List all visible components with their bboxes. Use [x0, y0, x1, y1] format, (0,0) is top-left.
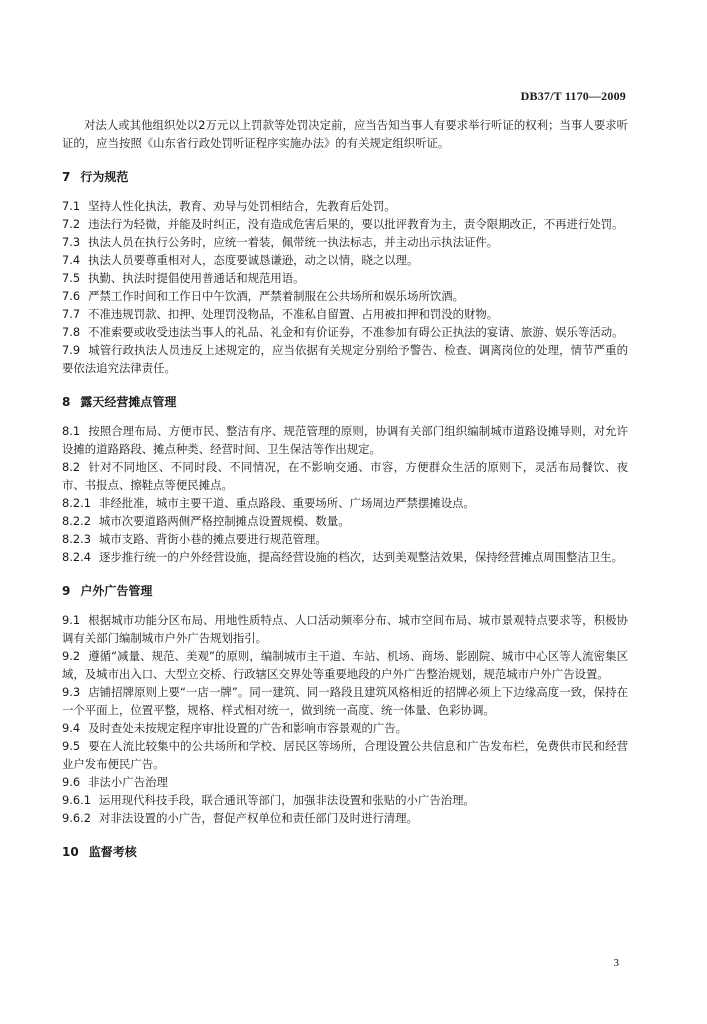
clause-text: 执法人员要尊重相对人，态度要诚恳谦逊，动之以情，晓之以理。 — [88, 253, 419, 267]
clause-text: 执法人员在执行公务时，应统一着装，佩带统一执法标志，并主动出示执法证件。 — [88, 235, 499, 249]
clause-text: 按照合理布局、方便市民、整洁有序、规范管理的原则，协调有关部门组织编制城市道路设摊导则，对允许设摊的道路路段、摊点种类、经营时间、卫生保洁等作出规定。 — [62, 424, 628, 456]
document-body — [62, 116, 628, 861]
clause-number: 8.2.2 — [62, 514, 91, 528]
clause-text: 运用现代科技手段，联合通讯等部门，加强非法设置和张贴的小广告治理。 — [98, 793, 475, 807]
clause-text: 逐步推行统一的户外经营设施，提高经营设施的档次，达到美观整洁效果，保持经营摊点周围整洁卫生。 — [98, 550, 623, 564]
clause-8-2-2 — [62, 512, 628, 530]
clause-7-3 — [62, 233, 628, 251]
clause-7-6 — [62, 287, 628, 305]
clause-9-6 — [62, 773, 628, 791]
clause-text: 遵循“减量、规范、美观”的原则，编制城市主干道、车站、机场、商场、影剧院、城市中心区等人流密集区域，及城市出入口、大型立交桥、行政辖区交界处等重要地段的户外广告整治规划，规范城市户外广告设置。 — [62, 649, 628, 681]
page-number: 3 — [613, 957, 619, 969]
clause-text: 非经批准，城市主要干道、重点路段、重要场所、广场周边严禁摆摊设点。 — [98, 496, 475, 510]
clause-number: 7.9 — [62, 343, 81, 357]
clause-number: 9.4 — [62, 721, 81, 735]
clause-9-6-1 — [62, 791, 628, 809]
clause-text: 要在人流比较集中的公共场所和学校、居民区等场所，合理设置公共信息和广告发布栏，免费供市民和经营业户发布便民广告。 — [62, 739, 628, 771]
clause-text: 不准违规罚款、扣押、处理罚没物品，不准私自留置、占用被扣押和罚没的财物。 — [88, 307, 499, 321]
section-title: 户外广告管理 — [80, 584, 153, 598]
clause-number: 9.2 — [62, 649, 81, 663]
clause-text: 违法行为轻微，并能及时纠正，没有造成危害后果的，要以批评教育为主，责令限期改正，不再进行处罚。 — [88, 217, 624, 231]
clause-text: 对非法设置的小广告，督促产权单位和责任部门及时进行清理。 — [98, 811, 418, 825]
clause-number: 7.2 — [62, 217, 81, 231]
section-heading-7 — [62, 168, 628, 186]
section-number: 7 — [62, 170, 71, 184]
clause-8-2-3 — [62, 530, 628, 548]
section-title: 行为规范 — [80, 170, 129, 184]
clause-7-2 — [62, 215, 628, 233]
clause-number: 8.2.3 — [62, 532, 91, 546]
section-heading-8 — [62, 393, 628, 411]
clause-number: 9.3 — [62, 685, 81, 699]
clause-text: 针对不同地区、不同时段、不同情况，在不影响交通、市容，方便群众生活的原则下，灵活布局餐饮、夜市、书报点、擦鞋点等便民摊点。 — [62, 460, 628, 492]
clause-text: 执勤、执法时提倡使用普通话和规范用语。 — [88, 271, 305, 285]
section-number: 10 — [62, 845, 79, 859]
clause-number: 7.1 — [62, 199, 81, 213]
clause-number: 7.3 — [62, 235, 81, 249]
section-title: 露天经营摊点管理 — [80, 395, 177, 409]
clause-9-6-2 — [62, 809, 628, 827]
clause-number: 9.6.1 — [62, 793, 91, 807]
clause-9-4 — [62, 719, 628, 737]
clause-7-4 — [62, 251, 628, 269]
clause-number: 8.2.1 — [62, 496, 91, 510]
section-number: 8 — [62, 395, 71, 409]
clause-text: 城管行政执法人员违反上述规定的，应当依据有关规定分别给予警告、检查、调离岗位的处理，情节严重的要依法追究法律责任。 — [62, 343, 628, 375]
clause-number: 7.7 — [62, 307, 81, 321]
clause-number: 7.5 — [62, 271, 81, 285]
document-code: DB37/T 1170—2009 — [520, 89, 626, 103]
clause-9-1 — [62, 611, 628, 647]
clause-text: 严禁工作时间和工作日中午饮酒，严禁着制服在公共场所和娱乐场所饮酒。 — [88, 289, 465, 303]
clause-number: 8.2 — [62, 460, 81, 474]
clause-text: 非法小广告治理 — [88, 775, 168, 789]
clause-number: 9.6.2 — [62, 811, 91, 825]
section-title: 监督考核 — [88, 845, 137, 859]
clause-8-2-4 — [62, 548, 628, 566]
clause-number: 9.6 — [62, 775, 81, 789]
clause-9-5 — [62, 737, 628, 773]
clause-text: 城市支路、背街小巷的摊点要进行规范管理。 — [98, 532, 327, 546]
clause-number: 9.1 — [62, 613, 81, 627]
clause-7-1 — [62, 197, 628, 215]
section-number: 9 — [62, 584, 71, 598]
clause-9-3 — [62, 683, 628, 719]
clause-number: 7.6 — [62, 289, 81, 303]
clause-8-1 — [62, 422, 628, 458]
clause-number: 7.4 — [62, 253, 81, 267]
clause-text: 及时查处未按规定程序审批设置的广告和影响市容景观的广告。 — [88, 721, 408, 735]
clause-8-2 — [62, 458, 628, 494]
clause-7-9 — [62, 341, 628, 377]
clause-text: 城市次要道路两侧严格控制摊点设置规模、数量。 — [98, 514, 350, 528]
clause-8-2-1 — [62, 494, 628, 512]
clause-text: 店铺招牌原则上要“一店一牌”。同一建筑、同一路段且建筑风格相近的招牌必须上下边缘高度一致，保持在一个平面上，位置平整，规格、样式相对统一，做到统一高度、统一体量、色彩协调。 — [62, 685, 628, 717]
section-heading-9 — [62, 582, 628, 600]
section-heading-10 — [62, 843, 628, 861]
clause-number: 7.8 — [62, 325, 81, 339]
clause-7-5 — [62, 269, 628, 287]
clause-number: 9.5 — [62, 739, 81, 753]
clause-text: 坚持人性化执法，教育、劝导与处罚相结合，先教育后处罚。 — [88, 199, 396, 213]
clause-text: 不准索要或收受违法当事人的礼品、礼金和有价证券，不准参加有碍公正执法的宴请、旅游、娱乐等活动。 — [88, 325, 624, 339]
intro-paragraph: 对法人或其他组织处以2万元以上罚款等处罚决定前，应当告知当事人有要求举行听证的权利；当事人要求听证的，应当按照《山东省行政处罚听证程序实施办法》的有关规定组织听证。 — [62, 118, 628, 150]
clause-number: 8.1 — [62, 424, 81, 438]
clause-7-7 — [62, 305, 628, 323]
clause-9-2 — [62, 647, 628, 683]
clause-text: 根据城市功能分区布局、用地性质特点、人口活动频率分布、城市空间布局、城市景观特点要求等，积极协调有关部门编制城市户外广告规划指引。 — [62, 613, 628, 645]
clause-7-8 — [62, 323, 628, 341]
clause-number: 8.2.4 — [62, 550, 91, 564]
